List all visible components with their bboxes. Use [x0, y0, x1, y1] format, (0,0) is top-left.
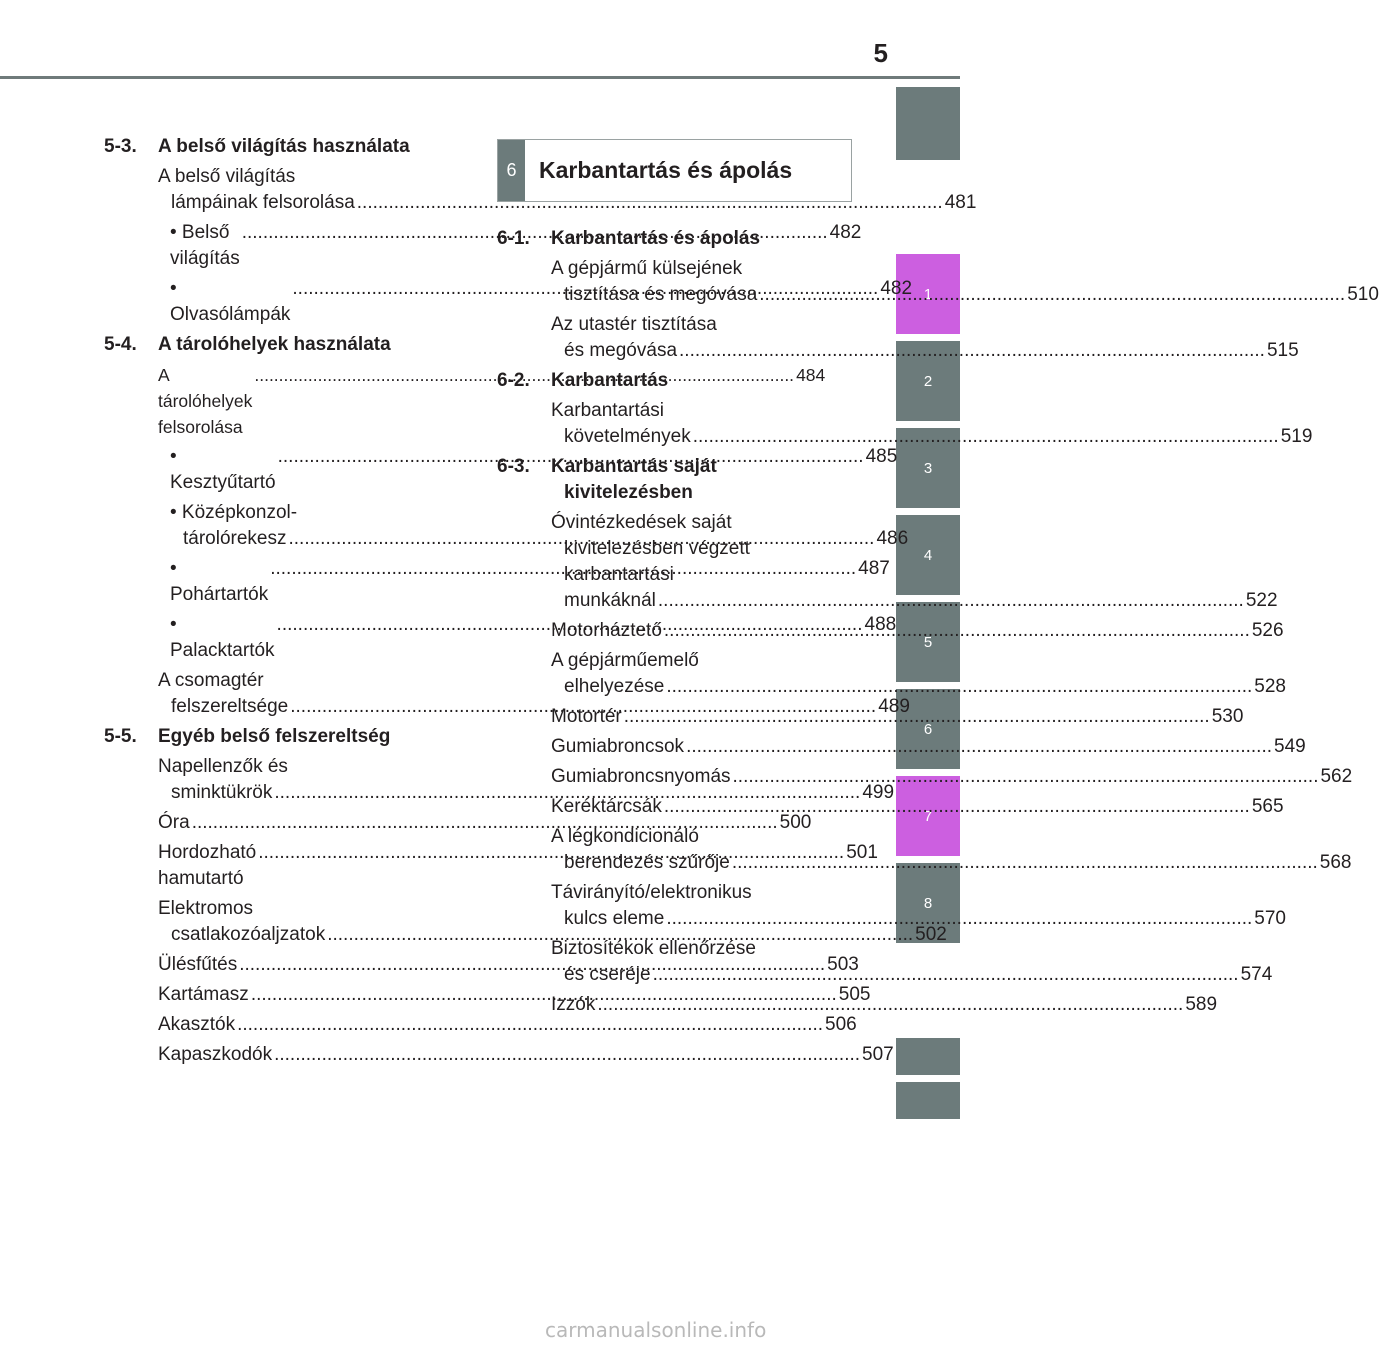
chapter-title: Karbantartás és ápolás	[539, 157, 793, 183]
chapter-tab-3[interactable]: 3	[896, 428, 960, 508]
chapter-tab-4[interactable]: 4	[896, 515, 960, 595]
section-5-4-heading: 5-4. A tárolóhelyek használata	[104, 334, 391, 355]
chapter-tab-6[interactable]: 6	[896, 689, 960, 769]
toc-entry[interactable]: Keréktárcsák ..... 565	[551, 794, 841, 820]
chapter-tab-7[interactable]: 7	[896, 776, 960, 856]
toc-entry[interactable]: • Olvasólámpák ..... 482	[170, 276, 449, 328]
toc-entry[interactable]: A csomagtér felszereltsége ..... 489	[158, 668, 449, 720]
section-6-1-heading: 6-1. Karbantartás és ápolás	[497, 228, 761, 249]
top-rule	[0, 76, 960, 79]
toc-entry[interactable]: Kartámasz ..... 505	[158, 982, 449, 1008]
toc-entry[interactable]: Motorháztető ..... 526	[551, 618, 841, 644]
toc-entry[interactable]: A légkondicionáló berendezés szűrője ..... 568	[551, 824, 841, 876]
toc-entry[interactable]: Kapaszkodók ..... 507	[158, 1042, 449, 1068]
toc-entry[interactable]: • Belső világítás ..... 482	[170, 220, 449, 272]
section-6-2-heading: 6-2. Karbantartás	[497, 370, 669, 391]
toc-entry[interactable]: Karbantartási követelmények ..... 519	[551, 398, 841, 450]
chapter-tab-blank-top[interactable]	[896, 87, 960, 160]
chapter-tab-5[interactable]: 5	[896, 602, 960, 682]
toc-entry[interactable]: Motortér ..... 530	[551, 704, 841, 730]
toc-entry[interactable]: Gumiabroncsnyomás ..... 562	[551, 764, 841, 790]
toc-entry[interactable]: • Palacktartók ..... 488	[170, 612, 449, 664]
toc-entry[interactable]: • Kesztyűtartó ..... 485	[170, 444, 449, 496]
toc-entry[interactable]: Biztosítékok ellenőrzése és cseréje ..... 574	[551, 936, 841, 988]
page-number: 5	[873, 38, 888, 68]
toc-entry[interactable]: Hordozható hamutartó ..... 501	[158, 840, 449, 892]
toc-entry[interactable]: Óra ..... 500	[158, 810, 449, 836]
chapter-6-header	[497, 139, 852, 202]
section-5-3-heading: 5-3. A belső világítás használata	[104, 136, 410, 157]
toc-entry[interactable]: • Középkonzol- tárolórekesz ..... 486	[170, 500, 449, 552]
chapter-tab-blank-index[interactable]	[896, 1038, 960, 1075]
toc-entry[interactable]: Az utastér tisztítása és megóvása ..... 515	[551, 312, 841, 364]
section-5-5-heading: 5-5. Egyéb belső felszereltség	[104, 726, 391, 747]
toc-entry[interactable]: A belső világítás lámpáinak felsorolása ..... 481	[158, 164, 449, 216]
toc-entry[interactable]: Akasztók ..... 506	[158, 1012, 449, 1038]
toc-entry[interactable]: Óvintézkedések saját kivitelezésben végzett karbantartási munkáknál ..... 522	[551, 510, 841, 614]
section-6-3-heading: 6-3. Karbantartás saját kivitelezésben	[497, 456, 717, 503]
toc-entry[interactable]: A gépjármű külsejének tisztítása és megóvása ..... 510	[551, 256, 841, 308]
chapter-number: 6	[498, 140, 525, 201]
chapter-tab-2[interactable]: 2	[896, 341, 960, 421]
toc-entry[interactable]: • Pohártartók ..... 487	[170, 556, 449, 608]
watermark: carmanualsonline.info	[545, 1318, 767, 1342]
toc-entry[interactable]: Ülésfűtés ..... 503	[158, 952, 449, 978]
toc-entry[interactable]: Távirányító/elektronikus kulcs eleme ..... 570	[551, 880, 841, 932]
toc-entry[interactable]: Elektromos csatlakozóaljzatok ..... 502	[158, 896, 449, 948]
toc-entry[interactable]: Gumiabroncsok ..... 549	[551, 734, 841, 760]
chapter-tab-1[interactable]: 1	[896, 254, 960, 334]
toc-entry[interactable]: Izzók ..... 589	[551, 992, 841, 1018]
toc-entry[interactable]: A tárolóhelyek felsorolása ..... 484	[158, 362, 449, 440]
toc-entry[interactable]: Napellenzők és sminktükrök ..... 499	[158, 754, 449, 806]
toc-entry[interactable]: A gépjárműemelő elhelyezése ..... 528	[551, 648, 841, 700]
chapter-tab-blank-last[interactable]	[896, 1082, 960, 1119]
chapter-tab-8[interactable]: 8	[896, 863, 960, 943]
